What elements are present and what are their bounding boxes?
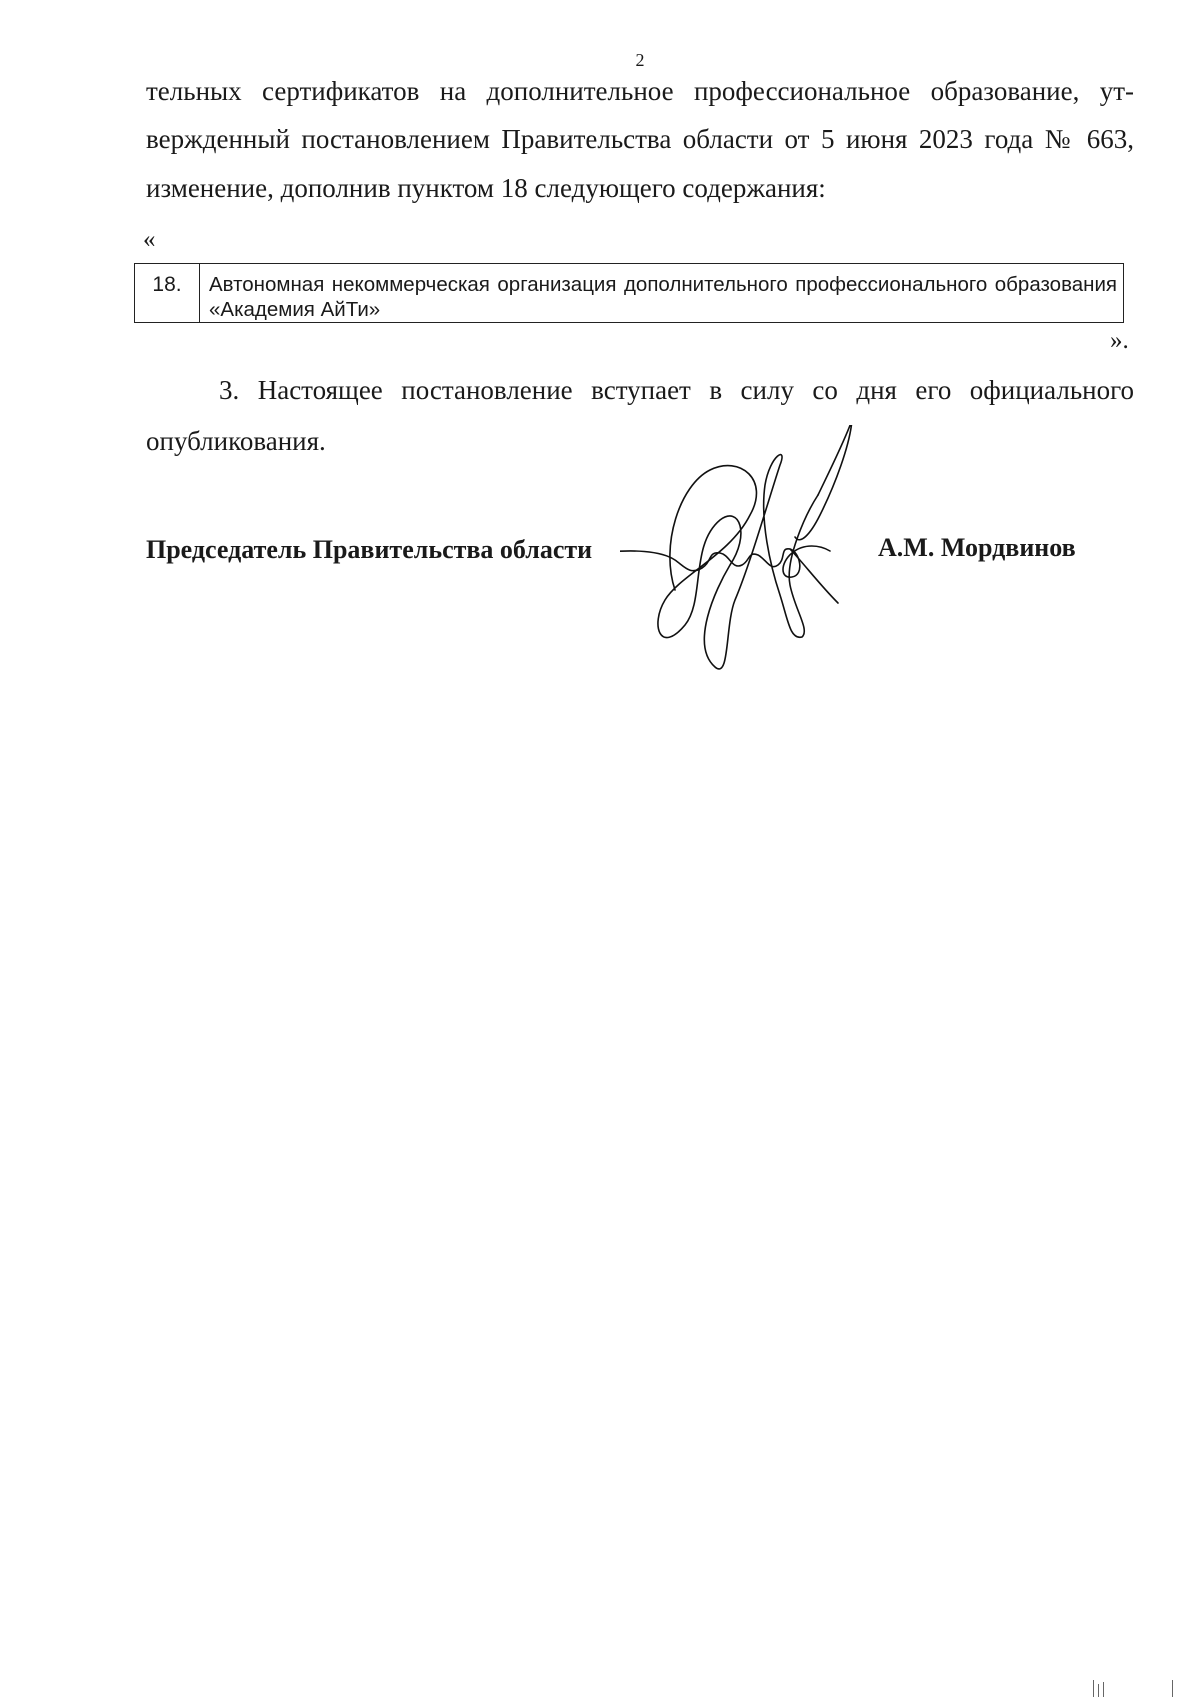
table-row-text: Автономная некоммерческая организация дополнительного профессионального образования «Академия АйТи» xyxy=(209,273,1117,321)
table-row-number: 18. xyxy=(135,264,200,322)
opening-quote: « xyxy=(143,226,156,253)
scan-artifact xyxy=(1172,1680,1173,1697)
signature-icon xyxy=(620,425,900,675)
closing-quote: ». xyxy=(1110,327,1129,354)
signer-name: А.М. Мордвинов xyxy=(878,533,1076,562)
paragraph-line: тельных сертификатов на дополнительное профессиональное образование, ут- xyxy=(146,76,1134,106)
paragraph-3-text: 3. Настоящее постановление вступает в силу со дня его официального xyxy=(219,375,1134,405)
insert-table xyxy=(134,263,1124,323)
paragraph-3-line: опубликования. xyxy=(146,426,326,456)
paragraph-line: изменение, дополнив пунктом 18 следующего содержания: xyxy=(146,173,826,203)
paragraph-line: вержденный постановлением Правительства области от 5 июня 2023 года № 663, xyxy=(146,124,1134,154)
scan-artifact xyxy=(1103,1682,1104,1697)
scan-artifact xyxy=(1098,1684,1099,1697)
signer-title: Председатель Правительства области xyxy=(146,535,593,564)
page-number: 2 xyxy=(635,50,645,70)
scan-artifact xyxy=(1093,1680,1094,1697)
paragraph-3-line xyxy=(146,374,1134,406)
